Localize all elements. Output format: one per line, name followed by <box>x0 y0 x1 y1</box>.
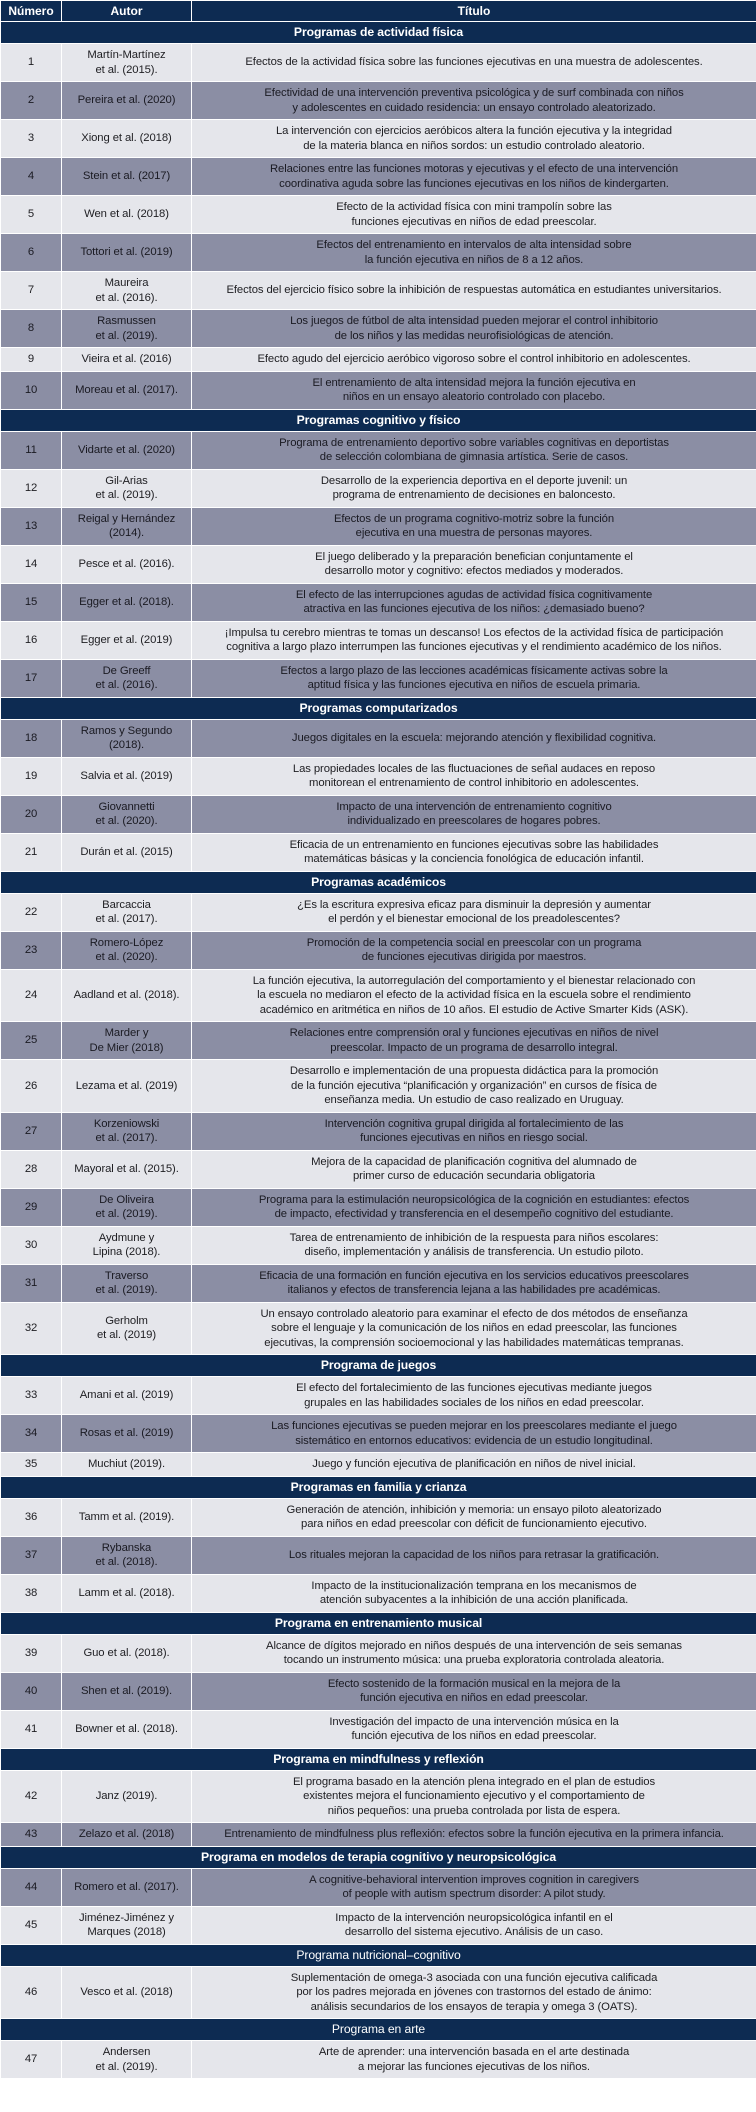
cell-titulo: Efecto de la actividad física con mini trampolín sobre las funciones ejecutivas en niños de edad preescolar. <box>192 196 756 234</box>
table-row <box>1 371 756 409</box>
cell-autor: Romero-López et al. (2020). <box>62 931 192 969</box>
cell-titulo: El juego deliberado y la preparación benefician conjuntamente el desarrollo motor y cognitivo: efectos mediados y moderados. <box>192 545 756 583</box>
cell-autor: Giovannetti et al. (2020). <box>62 795 192 833</box>
table-row <box>1 1868 756 1906</box>
cell-numero: 29 <box>1 1188 62 1226</box>
cell-numero: 6 <box>1 234 62 272</box>
section-header-row <box>1 22 756 44</box>
cell-autor: De Greeff et al. (2016). <box>62 659 192 697</box>
cell-autor: Maureira et al. (2016). <box>62 272 192 310</box>
cell-autor: Muchiut (2019). <box>62 1453 192 1477</box>
cell-titulo: Programa para la estimulación neuropsicológica de la cognición en estudiantes: efectos de impacto, efectividad y transferencia en el desempeño cognitivo del estudiante. <box>192 1188 756 1226</box>
cell-numero: 18 <box>1 719 62 757</box>
table-row <box>1 120 756 158</box>
cell-autor: Traverso et al. (2019). <box>62 1264 192 1302</box>
cell-titulo: Relaciones entre comprensión oral y funciones ejecutivas en niños de nivel preescolar. Impacto de un programa de desarrollo integral. <box>192 1022 756 1060</box>
cell-titulo: El programa basado en la atención plena integrado en el plan de estudios existentes mejora el funcionamiento ejecutivo y el comportamiento de niños pequeños: una prueba controlada por lista de espera. <box>192 1770 756 1823</box>
table-row <box>1 272 756 310</box>
cell-titulo: Juego y función ejecutiva de planificación en niños de nivel inicial. <box>192 1453 756 1477</box>
table-row <box>1 659 756 697</box>
cell-autor: Gil-Arias et al. (2019). <box>62 469 192 507</box>
cell-titulo: El efecto del fortalecimiento de las funciones ejecutivas mediante juegos grupales en las habilidades sociales de los niños en edad preescolar. <box>192 1377 756 1415</box>
cell-titulo: Impacto de la intervención neuropsicológica infantil en el desarrollo del sistema ejecutivo. Análisis de un caso. <box>192 1906 756 1944</box>
header-titulo: Título <box>192 1 756 22</box>
table-row <box>1 196 756 234</box>
cell-autor: Rybanska et al. (2018). <box>62 1536 192 1574</box>
cell-numero: 25 <box>1 1022 62 1060</box>
cell-titulo: Efectos del entrenamiento en intervalos de alta intensidad sobre la función ejecutiva en niños de 8 a 12 años. <box>192 234 756 272</box>
cell-numero: 11 <box>1 431 62 469</box>
cell-numero: 32 <box>1 1302 62 1355</box>
cell-titulo: ¡Impulsa tu cerebro mientras te tomas un descanso! Los efectos de la actividad física de participación cognitiva a largo plazo interrumpen las funciones ejecutivas y el rendimiento académico de los niños. <box>192 621 756 659</box>
table-row <box>1 1966 756 2019</box>
section-title: Programas cognitivo y físico <box>1 409 756 431</box>
cell-numero: 27 <box>1 1112 62 1150</box>
cell-titulo: Las funciones ejecutivas se pueden mejorar en los preescolares mediante el juego sistemático en entornos educativos: evidencia de un estudio longitudinal. <box>192 1415 756 1453</box>
cell-titulo: A cognitive-behavioral intervention improves cognition in caregivers of people with autism spectrum disorder: A pilot study. <box>192 1868 756 1906</box>
table-row <box>1 1672 756 1710</box>
cell-numero: 14 <box>1 545 62 583</box>
cell-numero: 28 <box>1 1150 62 1188</box>
section-header-row <box>1 1944 756 1966</box>
cell-autor: Bowner et al. (2018). <box>62 1710 192 1748</box>
table-row <box>1 1498 756 1536</box>
cell-titulo: Juegos digitales en la escuela: mejorando atención y flexibilidad cognitiva. <box>192 719 756 757</box>
cell-autor: Stein et al. (2017) <box>62 158 192 196</box>
table-row <box>1 969 756 1022</box>
cell-titulo: Eficacia de un entrenamiento en funciones ejecutivas sobre las habilidades matemáticas básicas y la conciencia fonológica de educación infantil. <box>192 833 756 871</box>
cell-autor: Salvia et al. (2019) <box>62 757 192 795</box>
cell-autor: Aadland et al. (2018). <box>62 969 192 1022</box>
cell-titulo: Desarrollo e implementación de una propuesta didáctica para la promoción de la función ejecutiva “planificación y organización” en cursos de física de enseñanza media. Un estudio de caso realizado en Uruguay. <box>192 1060 756 1113</box>
cell-numero: 36 <box>1 1498 62 1536</box>
cell-numero: 33 <box>1 1377 62 1415</box>
cell-numero: 37 <box>1 1536 62 1574</box>
section-title: Programas computarizados <box>1 697 756 719</box>
section-title: Programa en mindfulness y reflexión <box>1 1748 756 1770</box>
cell-numero: 24 <box>1 969 62 1022</box>
cell-titulo: Impacto de la institucionalización temprana en los mecanismos de atención subyacentes a la inhibición de una acción planificada. <box>192 1574 756 1612</box>
table-row <box>1 1150 756 1188</box>
cell-autor: Barcaccia et al. (2017). <box>62 893 192 931</box>
cell-titulo: Los juegos de fútbol de alta intensidad pueden mejorar el control inhibitorio de los niños y las medidas neurofisiológicas de atención. <box>192 310 756 348</box>
table-row <box>1 431 756 469</box>
table-row <box>1 1022 756 1060</box>
section-title: Programas académicos <box>1 871 756 893</box>
cell-numero: 5 <box>1 196 62 234</box>
section-title: Programa en entrenamiento musical <box>1 1612 756 1634</box>
section-header-row <box>1 409 756 431</box>
table-row <box>1 507 756 545</box>
section-header-row <box>1 871 756 893</box>
cell-titulo: La intervención con ejercicios aeróbicos altera la función ejecutiva y la integridad de la materia blanca en niños sordos: un estudio controlado aleatorio. <box>192 120 756 158</box>
table-row <box>1 1264 756 1302</box>
cell-numero: 21 <box>1 833 62 871</box>
cell-autor: Marder y De Mier (2018) <box>62 1022 192 1060</box>
section-title: Programas en familia y crianza <box>1 1476 756 1498</box>
cell-titulo: ¿Es la escritura expresiva eficaz para disminuir la depresión y aumentar el perdón y el bienestar emocional de los preadolescentes? <box>192 893 756 931</box>
cell-autor: De Oliveira et al. (2019). <box>62 1188 192 1226</box>
table-row <box>1 1060 756 1113</box>
cell-autor: Amani et al. (2019) <box>62 1377 192 1415</box>
cell-autor: Egger et al. (2019) <box>62 621 192 659</box>
table-row <box>1 1710 756 1748</box>
section-header-row <box>1 697 756 719</box>
table-row <box>1 1302 756 1355</box>
cell-titulo: Generación de atención, inhibición y memoria: un ensayo piloto aleatorizado para niños en edad preescolar con déficit de funcionamiento ejecutivo. <box>192 1498 756 1536</box>
cell-autor: Janz (2019). <box>62 1770 192 1823</box>
cell-numero: 42 <box>1 1770 62 1823</box>
cell-titulo: Programa de entrenamiento deportivo sobre variables cognitivas en deportistas de selección colombiana de gimnasia artística. Serie de casos. <box>192 431 756 469</box>
cell-titulo: Arte de aprender: una intervención basada en el arte destinada a mejorar las funciones ejecutivas de los niños. <box>192 2041 756 2079</box>
table-row <box>1 1453 756 1477</box>
cell-autor: Jiménez-Jiménez y Marques (2018) <box>62 1906 192 1944</box>
cell-numero: 2 <box>1 82 62 120</box>
cell-autor: Lamm et al. (2018). <box>62 1574 192 1612</box>
cell-titulo: Efectos de la actividad física sobre las funciones ejecutivas en una muestra de adolescentes. <box>192 44 756 82</box>
cell-autor: Wen et al. (2018) <box>62 196 192 234</box>
cell-numero: 26 <box>1 1060 62 1113</box>
cell-autor: Korzeniowski et al. (2017). <box>62 1112 192 1150</box>
cell-numero: 35 <box>1 1453 62 1477</box>
cell-titulo: Entrenamiento de mindfulness plus reflexión: efectos sobre la función ejecutiva en la primera infancia. <box>192 1823 756 1847</box>
cell-autor: Egger et al. (2018). <box>62 583 192 621</box>
cell-autor: Zelazo et al. (2018) <box>62 1823 192 1847</box>
table-row <box>1 469 756 507</box>
section-title: Programa de juegos <box>1 1355 756 1377</box>
table-row <box>1 1823 756 1847</box>
cell-titulo: El entrenamiento de alta intensidad mejora la función ejecutiva en niños en un ensayo aleatorio controlado con placebo. <box>192 371 756 409</box>
cell-numero: 43 <box>1 1823 62 1847</box>
cell-numero: 20 <box>1 795 62 833</box>
section-header-row <box>1 1748 756 1770</box>
cell-autor: Guo et al. (2018). <box>62 1634 192 1672</box>
cell-numero: 13 <box>1 507 62 545</box>
cell-autor: Mayoral et al. (2015). <box>62 1150 192 1188</box>
table-row <box>1 158 756 196</box>
cell-numero: 4 <box>1 158 62 196</box>
cell-numero: 16 <box>1 621 62 659</box>
table-row <box>1 621 756 659</box>
table-row <box>1 583 756 621</box>
cell-autor: Durán et al. (2015) <box>62 833 192 871</box>
cell-numero: 1 <box>1 44 62 82</box>
cell-numero: 17 <box>1 659 62 697</box>
cell-numero: 19 <box>1 757 62 795</box>
cell-autor: Lezama et al. (2019) <box>62 1060 192 1113</box>
table-row <box>1 1377 756 1415</box>
table-row <box>1 833 756 871</box>
table-row <box>1 757 756 795</box>
cell-titulo: Desarrollo de la experiencia deportiva en el deporte juvenil: un programa de entrenamiento de decisiones en baloncesto. <box>192 469 756 507</box>
table-row <box>1 234 756 272</box>
cell-numero: 47 <box>1 2041 62 2079</box>
cell-autor: Reigal y Hernández (2014). <box>62 507 192 545</box>
cell-autor: Shen et al. (2019). <box>62 1672 192 1710</box>
section-header-row <box>1 1476 756 1498</box>
cell-numero: 30 <box>1 1226 62 1264</box>
section-header-row <box>1 1846 756 1868</box>
cell-autor: Tamm et al. (2019). <box>62 1498 192 1536</box>
cell-numero: 38 <box>1 1574 62 1612</box>
table-row <box>1 1415 756 1453</box>
cell-autor: Vidarte et al. (2020) <box>62 431 192 469</box>
cell-autor: Moreau et al. (2017). <box>62 371 192 409</box>
cell-numero: 7 <box>1 272 62 310</box>
table-row <box>1 1188 756 1226</box>
cell-numero: 10 <box>1 371 62 409</box>
cell-autor: Rasmussen et al. (2019). <box>62 310 192 348</box>
cell-numero: 41 <box>1 1710 62 1748</box>
cell-autor: Pereira et al. (2020) <box>62 82 192 120</box>
cell-numero: 40 <box>1 1672 62 1710</box>
table-row <box>1 1906 756 1944</box>
table-row <box>1 1770 756 1823</box>
cell-autor: Rosas et al. (2019) <box>62 1415 192 1453</box>
cell-titulo: Alcance de dígitos mejorado en niños después de una intervención de seis semanas tocando un instrumento música: una prueba exploratoria controlada aleatoria. <box>192 1634 756 1672</box>
cell-titulo: Efecto sostenido de la formación musical en la mejora de la función ejecutiva en niños en edad preescolar. <box>192 1672 756 1710</box>
section-title: Programa en arte <box>1 2019 756 2041</box>
cell-autor: Romero et al. (2017). <box>62 1868 192 1906</box>
table-row <box>1 1574 756 1612</box>
section-header-row <box>1 2019 756 2041</box>
table-row <box>1 545 756 583</box>
cell-autor: Vesco et al. (2018) <box>62 1966 192 2019</box>
table-row <box>1 44 756 82</box>
cell-autor: Tottori et al. (2019) <box>62 234 192 272</box>
cell-numero: 44 <box>1 1868 62 1906</box>
cell-numero: 8 <box>1 310 62 348</box>
cell-numero: 12 <box>1 469 62 507</box>
cell-titulo: Un ensayo controlado aleatorio para examinar el efecto de dos métodos de enseñanza sobre el lenguaje y la comunicación de los niños en edad preescolar, las funciones ejecutivas, la comprensión socioemocional y las habilidades matemáticas tempranas. <box>192 1302 756 1355</box>
cell-titulo: Tarea de entrenamiento de inhibición de la respuesta para niños escolares: diseño, implementación y análisis de transferencia. Un estudio piloto. <box>192 1226 756 1264</box>
cell-titulo: Mejora de la capacidad de planificación cognitiva del alumnado de primer curso de educación secundaria obligatoria <box>192 1150 756 1188</box>
cell-numero: 9 <box>1 348 62 372</box>
cell-titulo: Investigación del impacto de una intervención música en la función ejecutiva de los niños en edad preescolar. <box>192 1710 756 1748</box>
cell-numero: 45 <box>1 1906 62 1944</box>
cell-autor: Gerholm et al. (2019) <box>62 1302 192 1355</box>
table-row <box>1 1536 756 1574</box>
table-row <box>1 1112 756 1150</box>
header-numero: Número <box>1 1 62 22</box>
cell-titulo: Relaciones entre las funciones motoras y ejecutivas y el efecto de una intervención coordinativa aguda sobre las funciones ejecutivas en los niños de kindergarten. <box>192 158 756 196</box>
cell-titulo: Las propiedades locales de las fluctuaciones de señal audaces en reposo monitorean el entrenamiento de control inhibitorio en adolescentes. <box>192 757 756 795</box>
cell-titulo: El efecto de las interrupciones agudas de actividad física cognitivamente atractiva en las funciones ejecutiva de los niños: ¿demasiado bueno? <box>192 583 756 621</box>
table-row <box>1 719 756 757</box>
table-row <box>1 310 756 348</box>
cell-titulo: Intervención cognitiva grupal dirigida al fortalecimiento de las funciones ejecutivas en niños en riesgo social. <box>192 1112 756 1150</box>
cell-titulo: Impacto de una intervención de entrenamiento cognitivo individualizado en preescolares de hogares pobres. <box>192 795 756 833</box>
cell-numero: 23 <box>1 931 62 969</box>
cell-numero: 39 <box>1 1634 62 1672</box>
cell-autor: Pesce et al. (2016). <box>62 545 192 583</box>
cell-titulo: Promoción de la competencia social en preescolar con un programa de funciones ejecutivas dirigida por maestros. <box>192 931 756 969</box>
cell-titulo: Efecto agudo del ejercicio aeróbico vigoroso sobre el control inhibitorio en adolescentes. <box>192 348 756 372</box>
cell-autor: Andersen et al. (2019). <box>62 2041 192 2079</box>
cell-titulo: La función ejecutiva, la autorregulación del comportamiento y el bienestar relacionado con la escuela no mediaron el efecto de la actividad física en la escuela sobre el rendimiento académico en aritmética en niños de 10 años. El estudio de Active Smarter Kids (ASK). <box>192 969 756 1022</box>
table-header-row <box>1 1 756 22</box>
table-row <box>1 348 756 372</box>
cell-numero: 46 <box>1 1966 62 2019</box>
cell-autor: Vieira et al. (2016) <box>62 348 192 372</box>
table-row <box>1 1634 756 1672</box>
cell-autor: Martín-Martínez et al. (2015). <box>62 44 192 82</box>
cell-numero: 34 <box>1 1415 62 1453</box>
cell-titulo: Los rituales mejoran la capacidad de los niños para retrasar la gratificación. <box>192 1536 756 1574</box>
cell-autor: Xiong et al. (2018) <box>62 120 192 158</box>
cell-numero: 31 <box>1 1264 62 1302</box>
section-header-row <box>1 1612 756 1634</box>
table-row <box>1 2041 756 2079</box>
table-row <box>1 893 756 931</box>
section-header-row <box>1 1355 756 1377</box>
section-title: Programas de actividad física <box>1 22 756 44</box>
cell-titulo: Efectos a largo plazo de las lecciones académicas físicamente activas sobre la aptitud física y las funciones ejecutiva en niños de escuela primaria. <box>192 659 756 697</box>
cell-titulo: Suplementación de omega-3 asociada con una función ejecutiva calificada por los padres mejorada en jóvenes con trastornos del estado de ánimo: análisis secundarios de los ensayos de terapia y omega 3 (OATS). <box>192 1966 756 2019</box>
cell-titulo: Eficacia de una formación en función ejecutiva en los servicios educativos preescolares italianos y efectos de transferencia lejana a las habilidades pre académicas. <box>192 1264 756 1302</box>
table-row <box>1 931 756 969</box>
cell-titulo: Efectos de un programa cognitivo-motriz sobre la función ejecutiva en una muestra de personas mayores. <box>192 507 756 545</box>
table-row <box>1 1226 756 1264</box>
cell-autor: Ramos y Segundo (2018). <box>62 719 192 757</box>
cell-numero: 15 <box>1 583 62 621</box>
cell-numero: 22 <box>1 893 62 931</box>
cell-numero: 3 <box>1 120 62 158</box>
cell-titulo: Efectividad de una intervención preventiva psicológica y de surf combinada con niños y adolescentes en cuidado residencia: un ensayo controlado aleatorizado. <box>192 82 756 120</box>
table-row <box>1 795 756 833</box>
section-title: Programa nutricional–cognitivo <box>1 1944 756 1966</box>
header-autor: Autor <box>62 1 192 22</box>
cell-titulo: Efectos del ejercicio físico sobre la inhibición de respuestas automática en estudiantes universitarios. <box>192 272 756 310</box>
section-title: Programa en modelos de terapia cognitivo y neuropsicológica <box>1 1846 756 1868</box>
table-row <box>1 82 756 120</box>
table-body <box>1 22 756 2079</box>
cell-autor: Aydmune y Lipina (2018). <box>62 1226 192 1264</box>
